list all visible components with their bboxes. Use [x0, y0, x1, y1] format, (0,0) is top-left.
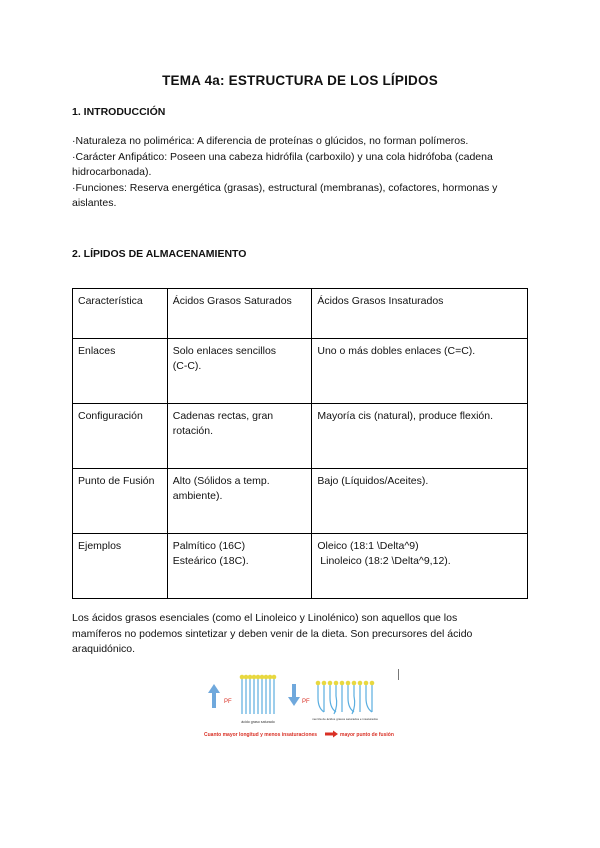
table-row [73, 469, 528, 534]
cell-line: Esteárico (18C). [172, 555, 249, 567]
unsaturated-fatty-acids-icon [316, 681, 375, 714]
table-header-cell: Ácidos Grasos Saturados [167, 289, 312, 339]
intro-line: hidrocarbonada). [72, 166, 152, 178]
cell-line: ambiente). [172, 490, 223, 502]
cell-line: Alto (Sólidos a temp. [172, 475, 270, 487]
table-cell-saturated [167, 469, 312, 534]
melting-point-figure [200, 668, 410, 742]
fatty-acid-diagram [200, 668, 410, 742]
paragraph-line: mamíferos no podemos sintetizar y deben venir de la dieta. Son precursores del ácido [72, 627, 473, 640]
saturated-caption: ácido graso saturado [241, 720, 275, 724]
cell-line: Mayoría cis (natural), produce flexión. [317, 410, 494, 422]
intro-line: aislantes. [72, 197, 117, 209]
cell-line: Palmítico (16C) [172, 540, 246, 552]
bottom-right-caption: mayor punto de fusión [340, 732, 394, 738]
cell-line: Linoleico (18:2 \Delta^9,12). [317, 555, 451, 567]
cell-line: Uno o más dobles enlaces (C=C). [317, 345, 476, 357]
table-header-cell: Ácidos Grasos Insaturados [312, 289, 528, 339]
table-row [73, 534, 528, 599]
intro-line: ·Funciones: Reserva energética (grasas), estructural (membranas), cofactores, hormonas y [72, 181, 498, 194]
table-row [73, 339, 528, 404]
right-pf-label: PF [302, 699, 310, 705]
intro-line: ·Carácter Anfipático: Poseen una cabeza hidrófila (carboxilo) y una cola hidrófoba (cadena [72, 150, 493, 163]
unsaturated-caption: mezcla de ácidos grasos saturados e insaturados [312, 717, 378, 721]
cell-line: rotación. [172, 425, 214, 437]
table-cell-saturated [167, 339, 312, 404]
table-row [73, 404, 528, 469]
intro-paragraph [72, 134, 532, 212]
table-cell-feature: Ejemplos [73, 534, 168, 599]
cell-line: (C-C). [172, 360, 202, 372]
section-heading-introduccion: 1. INTRODUCCIÓN [72, 106, 166, 118]
arrow-up-icon [208, 684, 220, 708]
section-heading-almacenamiento: 2. LÍPIDOS DE ALMACENAMIENTO [72, 248, 247, 260]
table-cell-unsaturated [312, 469, 528, 534]
cell-line: Oleico (18:1 \Delta^9) [317, 540, 419, 552]
intro-line: ·Naturaleza no polimérica: A diferencia de proteínas o glúcidos, no forman polímeros. [72, 135, 469, 147]
table-header-row [73, 289, 528, 339]
table-header-cell: Característica [73, 289, 168, 339]
arrow-down-icon [288, 684, 300, 706]
table-cell-feature: Enlaces [73, 339, 168, 404]
left-pf-label: PF [224, 699, 232, 705]
cell-line: Solo enlaces sencillos [172, 345, 277, 357]
table-cell-feature: Configuración [73, 404, 168, 469]
paragraph-line: Los ácidos grasos esenciales (como el Linoleico y Linolénico) son aquellos que los [72, 612, 458, 624]
page-title: TEMA 4a: ESTRUCTURA DE LOS LÍPIDOS [162, 73, 438, 88]
paragraph-line: araquidónico. [72, 643, 136, 655]
table-cell-unsaturated [312, 404, 528, 469]
arrow-right-icon [325, 731, 338, 738]
table-cell-unsaturated [312, 534, 528, 599]
table-cell-feature: Punto de Fusión [73, 469, 168, 534]
fatty-acids-table [72, 288, 528, 599]
bottom-left-caption: Cuanto mayor longitud y menos insaturaciones [204, 732, 318, 738]
saturated-fatty-acids-icon [240, 675, 277, 714]
cell-line: Bajo (Líquidos/Aceites). [317, 475, 429, 487]
table-cell-saturated [167, 534, 312, 599]
table-cell-saturated [167, 404, 312, 469]
table-cell-unsaturated [312, 339, 528, 404]
cell-line: Cadenas rectas, gran [172, 410, 274, 422]
essential-fatty-acids-paragraph [72, 611, 532, 658]
